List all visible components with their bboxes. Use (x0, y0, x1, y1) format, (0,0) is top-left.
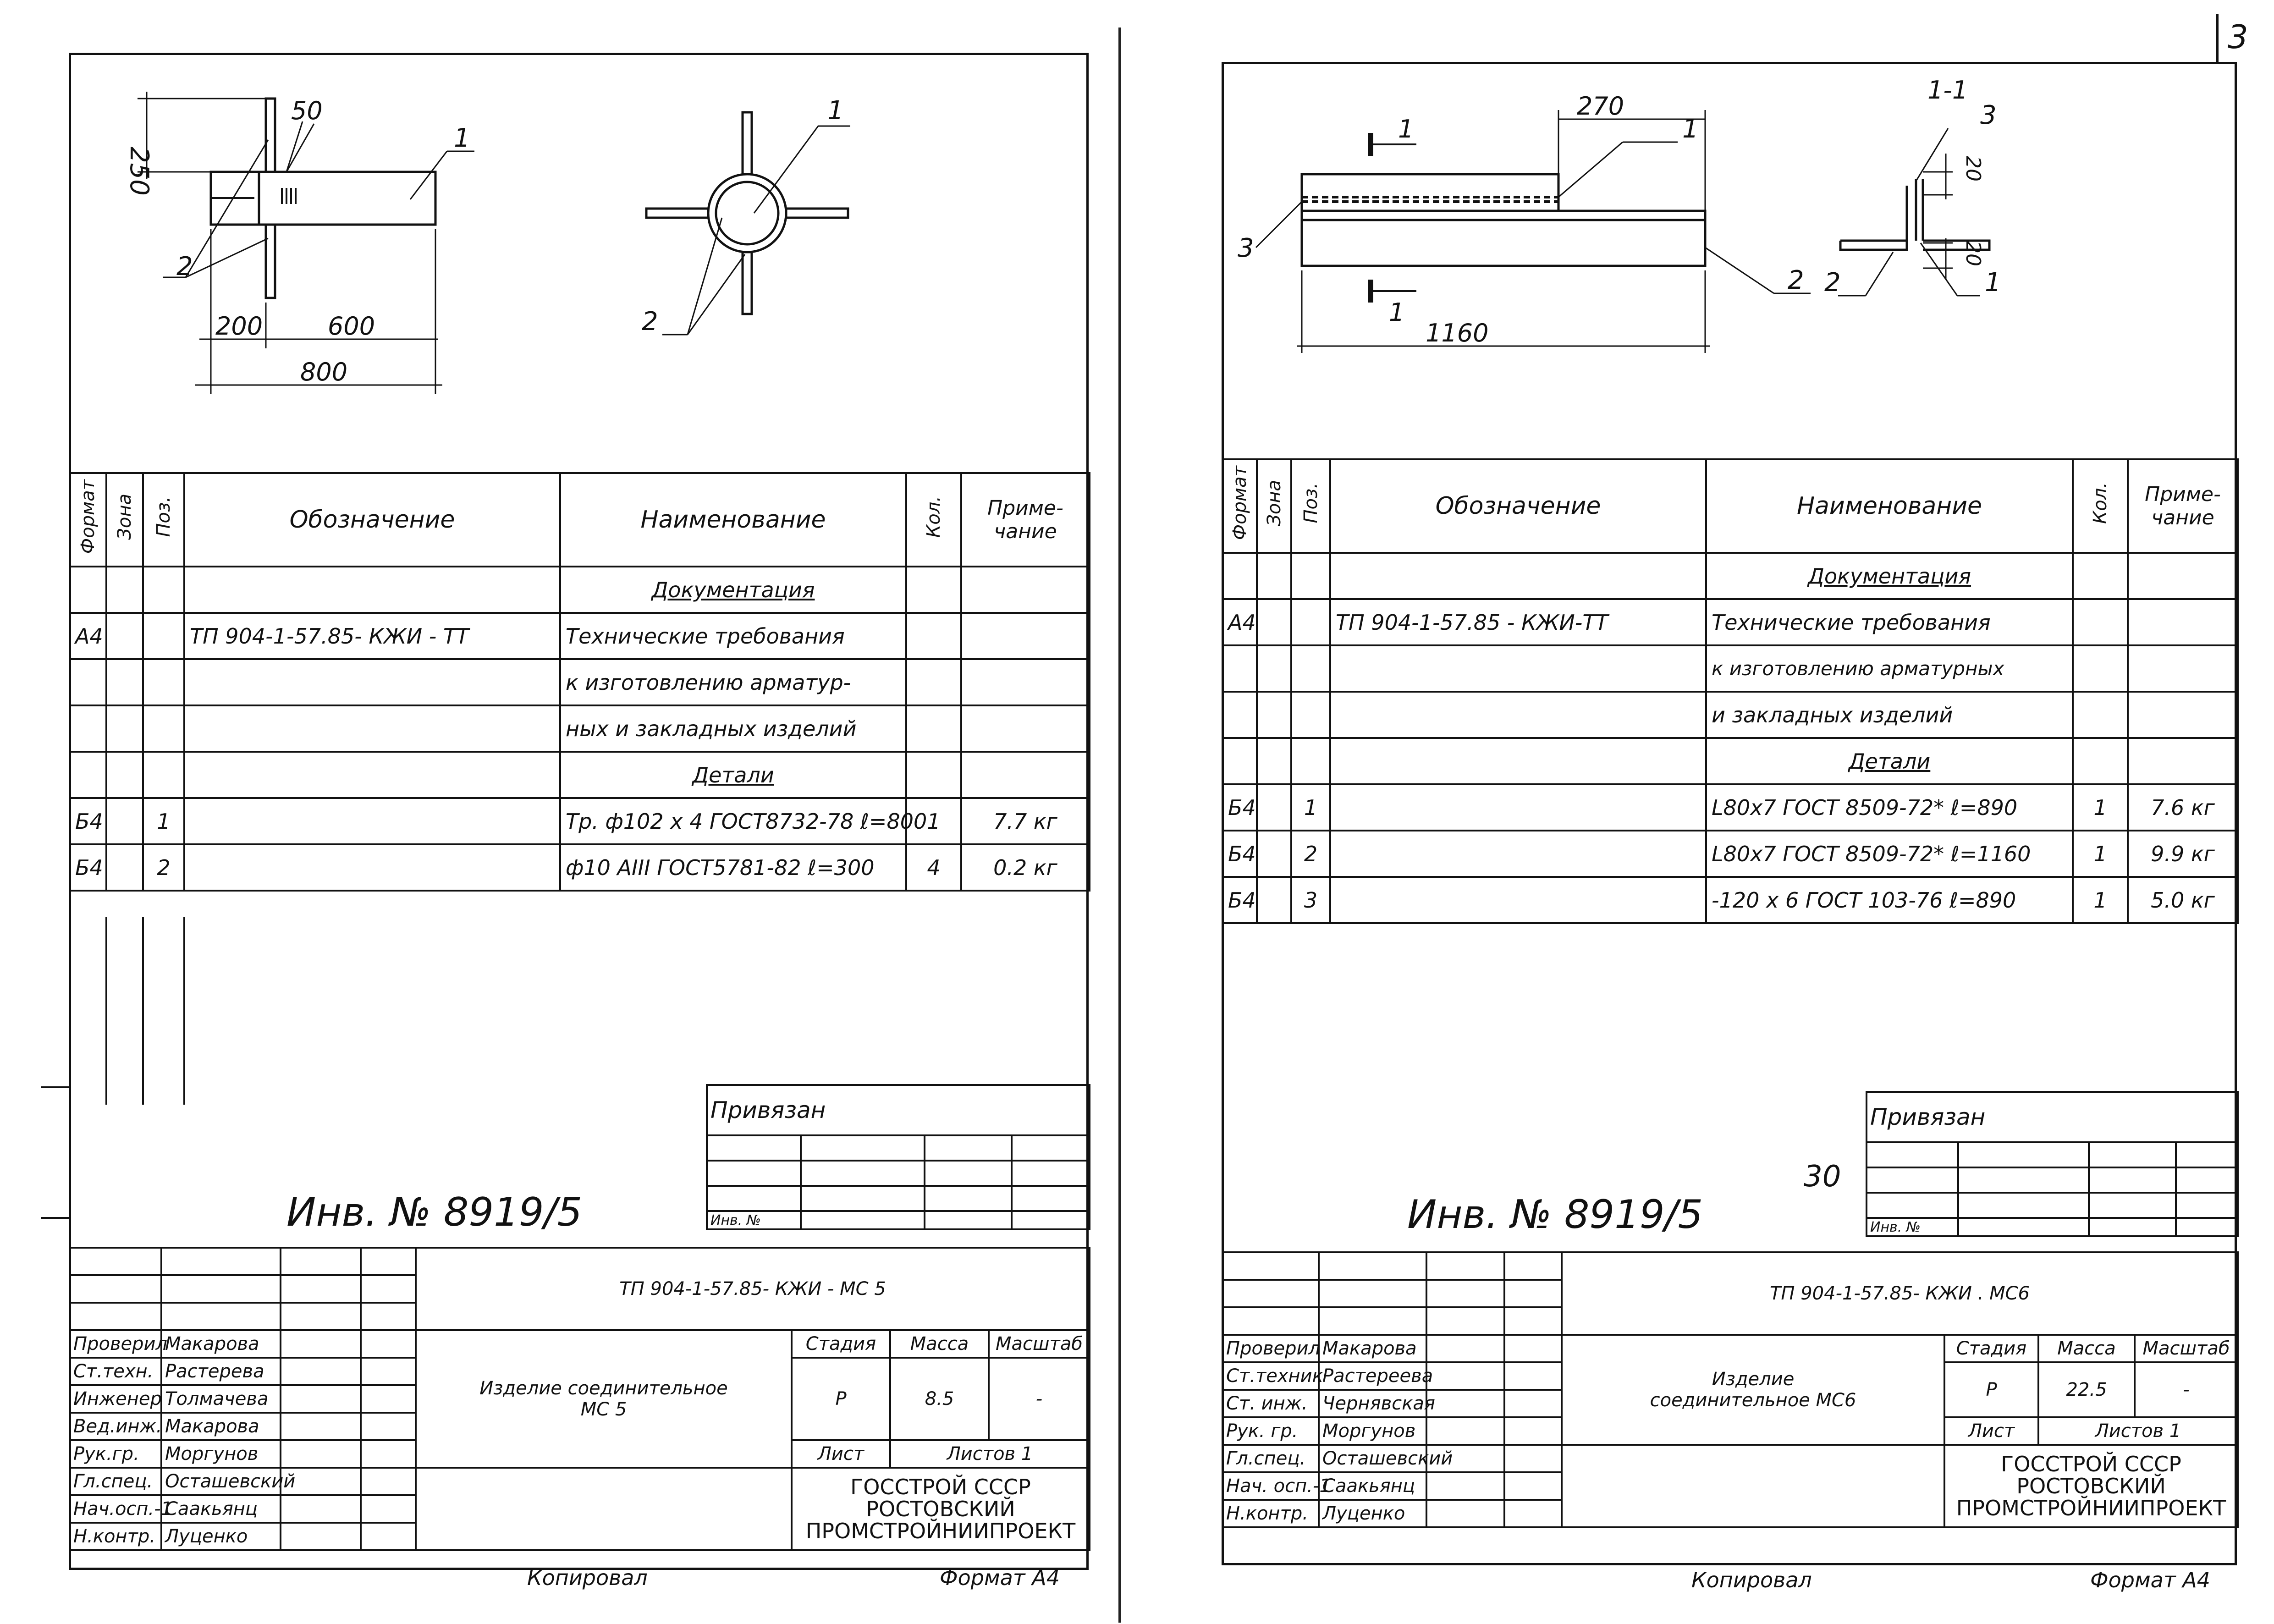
spec-row: Документация (1222, 553, 2238, 599)
section-pos-2: 2 (1824, 268, 1841, 297)
spec-row: к изготовлению арматур- (70, 659, 1090, 705)
dim-270: 270 (1577, 92, 1624, 121)
spec-row: Б4 2 L80х7 ГОСТ 8509-72* ℓ=1160 1 9.9 кг (1222, 831, 2238, 877)
dim-200: 200 (215, 312, 263, 341)
right-sheet (1222, 62, 2237, 1565)
right-privyazan-box (1866, 1091, 2239, 1237)
pos-1-section: 1 (827, 96, 844, 126)
page-number: 3 (2228, 18, 2248, 56)
spec-row: Б4 2 ф10 АIII ГОСТ5781-82 ℓ=300 4 0.2 кг (70, 844, 1090, 891)
dim-20-bottom: 20 (1961, 241, 1985, 266)
col-designation: Обозначение (1330, 459, 1706, 553)
pos-1-side: 1 (1682, 114, 1699, 144)
dim-20-top: 20 (1961, 156, 1985, 182)
left-drawing (71, 55, 1086, 472)
pos-2-side: 2 (1788, 265, 1804, 295)
doc-code: ТП 904-1-57.85- КЖИ - МС 5 (416, 1248, 1090, 1330)
spec-row: Б4 1 Тр. ф102 х 4 ГОСТ8732-78 ℓ=800 1 7.7 кг (70, 798, 1090, 844)
col-qty: Кол. (923, 495, 944, 538)
dim-250: 250 (124, 147, 154, 196)
left-inventory-number: Инв. № 8919/5 (286, 1189, 583, 1235)
spec-row: ных и закладных изделий (70, 705, 1090, 752)
organization: ГОССТРОЙ СССР РОСТОВСКИЙ ПРОМСТРОЙНИИПРОЕКТ (1944, 1445, 2238, 1527)
margin-tick-2 (41, 1217, 69, 1219)
scale-value: - (989, 1358, 1090, 1440)
spec-row: А4 ТП 904-1-57.85- КЖИ - ТТ Технические требования (70, 613, 1090, 659)
mass-value: 8.5 (890, 1358, 989, 1440)
col-name: Наименование (1706, 459, 2073, 553)
page-number-bracket (2216, 14, 2219, 64)
col-designation: Обозначение (184, 473, 560, 567)
left-sheet (69, 53, 1089, 1570)
section-label: 1-1 (1927, 76, 1968, 105)
col-pos: Поз. (153, 496, 174, 537)
pos-2-section: 2 (642, 307, 658, 336)
dim-600: 600 (328, 312, 375, 341)
spec-header-row (70, 473, 1090, 567)
center-number: 30 (1804, 1160, 1841, 1194)
right-copied-by: Копировал (1691, 1568, 1812, 1592)
col-zone: Зона (114, 494, 135, 540)
dim-800: 800 (300, 358, 348, 386)
organization: ГОССТРОЙ СССР РОСТОВСКИЙ ПРОМСТРОЙНИИПРОЕКТ (792, 1468, 1090, 1550)
left-spec-table (69, 472, 1090, 892)
scale-value: - (2135, 1362, 2238, 1417)
spec-row: Детали (70, 752, 1090, 798)
margin-tick-1 (41, 1086, 69, 1088)
col-name: Наименование (560, 473, 906, 567)
right-drawing (1224, 64, 2235, 463)
col-note: Приме- чание (961, 473, 1090, 567)
mass-value: 22.5 (2038, 1362, 2135, 1417)
left-format-label: Формат А4 (940, 1565, 1060, 1590)
center-divider (1118, 28, 1121, 1623)
pos-3-side: 3 (1238, 233, 1254, 263)
col-note: Приме- чание (2128, 459, 2238, 553)
right-format-label: Формат А4 (2090, 1568, 2210, 1592)
col-zone: Зона (1263, 480, 1285, 526)
dim-1160: 1160 (1426, 319, 1489, 347)
spec-row: Документация (70, 567, 1090, 613)
cut-mark-bottom: 1 (1389, 298, 1405, 327)
right-title-block: ТП 904-1-57.85- КЖИ . МС6 Проверил Макарова Изделие соединительное МС6 Стадия Масса Масштаб Ст.техник Растереева Р 22.5 - Ст. инж. Чернявская Рук. гр. Моргунов Лист Листов 1 Гл.спец. Осташевский ГОССТРОЙ СССР РОСТОВСКИЙ ПРОМСТРОЙНИИПРОЕКТ Нач. осп.-1 Саакьянц Н.контр. Луценко (1222, 1251, 2239, 1528)
product-title: Изделие соединительное МС6 (1562, 1335, 1944, 1445)
spec-row: А4 ТП 904-1-57.85 - КЖИ-ТТ Технические требования (1222, 599, 2238, 645)
col-format: Формат (77, 479, 99, 554)
inv-no-label: Инв. № (707, 1211, 801, 1229)
spec-row: Б4 3 -120 х 6 ГОСТ 103-76 ℓ=890 1 5.0 кг (1222, 877, 2238, 923)
inv-no-label: Инв. № (1867, 1218, 1958, 1236)
spec-row: к изготовлению арматурных (1222, 645, 2238, 692)
privyazan-label: Привязан (707, 1085, 1090, 1135)
section-pos-3: 3 (1980, 100, 1997, 130)
col-pos: Поз. (1300, 483, 1321, 523)
left-copied-by: Копировал (527, 1565, 648, 1590)
right-inventory-number: Инв. № 8919/5 (1407, 1192, 1703, 1238)
spec-row: Детали (1222, 738, 2238, 784)
left-title-block: ТП 904-1-57.85- КЖИ - МС 5 Проверил Макарова Изделие соединительное МС 5 Стадия Масса Масштаб Ст.техн. Растерева Р 8.5 - Инженер Толмачева Вед.инж. Макарова Рук.гр. Моргунов Лист Листов 1 Гл.спец. Осташевский ГОССТРОЙ СССР РОСТОВСКИЙ ПРОМСТРОЙНИИПРОЕКТ Нач.осп.-1 Саакьянц Н.контр. Луценко (69, 1247, 1090, 1551)
right-spec-table (1222, 458, 2239, 924)
spec-row: и закладных изделий (1222, 692, 2238, 738)
product-title: Изделие соединительное МС 5 (416, 1330, 792, 1468)
cut-mark-top: 1 (1398, 115, 1414, 143)
spec-row: Б4 1 L80х7 ГОСТ 8509-72* ℓ=890 1 7.6 кг (1222, 784, 2238, 831)
doc-code: ТП 904-1-57.85- КЖИ . МС6 (1562, 1252, 2238, 1335)
dim-50: 50 (291, 96, 323, 125)
pos-2-side: 2 (176, 252, 193, 281)
section-pos-1: 1 (1985, 268, 2001, 297)
pos-1-side: 1 (454, 123, 470, 153)
stage-value: Р (1944, 1362, 2038, 1417)
col-format: Формат (1229, 466, 1250, 540)
spec-header-row (1222, 459, 2238, 553)
col-qty: Кол. (2090, 482, 2111, 524)
left-privyazan-box (706, 1084, 1090, 1230)
privyazan-label: Привязан (1867, 1092, 2238, 1142)
stage-value: Р (792, 1358, 890, 1440)
